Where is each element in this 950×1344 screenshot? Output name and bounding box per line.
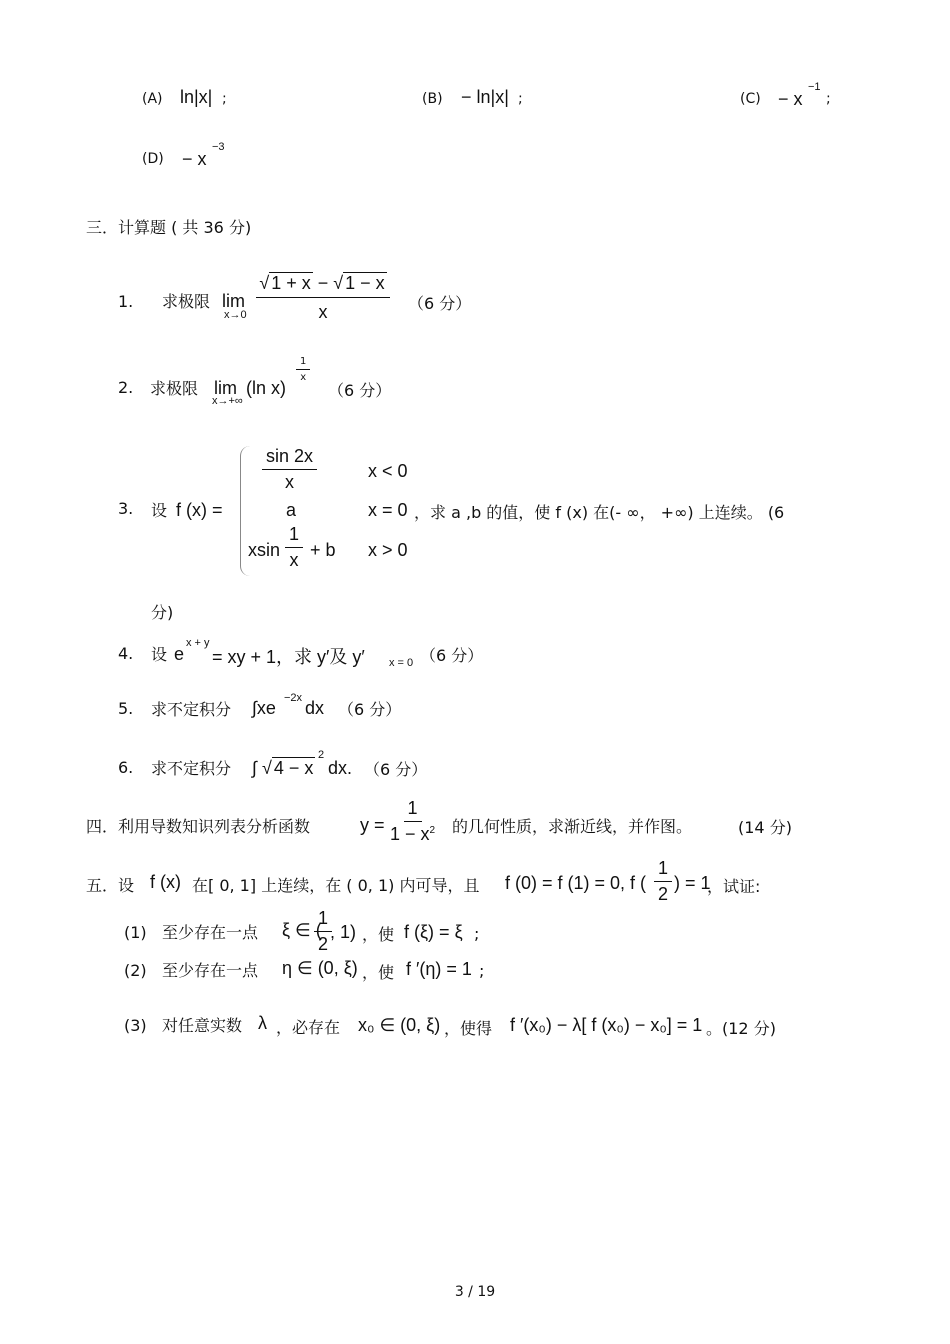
- section-4-score: (14 分): [738, 818, 792, 837]
- q4-e-exponent: x + y: [186, 637, 210, 649]
- part-3-score: 。(12 分): [706, 1019, 776, 1038]
- option-d-exponent: −3: [212, 141, 225, 153]
- q2-lim-sub: x→+∞: [212, 395, 243, 407]
- section-4-fraction: [390, 798, 435, 845]
- part-3-mid: ，必存在: [276, 1018, 341, 1037]
- q4-number: 4.: [118, 644, 134, 663]
- section-4-y: y =: [360, 815, 385, 835]
- section-5-cond: f (0) = f (1) = 0, f (: [505, 873, 647, 893]
- section-5-cond-end: ) = 1: [674, 873, 711, 893]
- q5-text: 求不定积分: [151, 700, 232, 719]
- q1-text: 求极限: [162, 292, 211, 311]
- q2-exp-den: x: [300, 372, 307, 383]
- option-c-exponent: −1: [808, 81, 821, 93]
- section-4-text: 四．利用导数知识列表分析函数: [86, 817, 311, 836]
- part-2-eq: f ′(η) = 1: [406, 959, 472, 979]
- q6-score: （6 分）: [364, 760, 428, 779]
- q6-radicand: 4 − x: [273, 758, 314, 778]
- section-5-intro: 五．设: [86, 876, 135, 895]
- q2-exponent: [296, 356, 310, 383]
- q4-eval-sub: x = 0: [389, 657, 414, 669]
- q5-number: 5.: [118, 699, 134, 718]
- section-5-intro-b: 在[ 0, 1] 上连续，在 ( 0, 1) 内可导，且: [192, 876, 480, 895]
- q6-number: 6.: [118, 758, 134, 777]
- q2-exp-num: 1: [296, 356, 310, 370]
- q5-expr-a: ∫xe: [252, 698, 276, 718]
- q1-denominator: x: [318, 302, 328, 322]
- section-4-tail: 的几何性质，求渐近线，并作图。: [452, 817, 693, 836]
- part-1-text: 至少存在一点: [162, 923, 259, 942]
- part-3-eq: f ′(x₀) − λ[ f (x₀) − x₀] = 1: [510, 1015, 703, 1035]
- q2-lim: lim: [214, 378, 237, 398]
- section-4-den-exponent: 2: [429, 825, 436, 836]
- q3-tail: ，求 a ,b 的值，使 f (x) 在(- ∞， +∞) 上连续。 (6: [414, 503, 785, 522]
- section-5-intro-c: ，试证:: [707, 877, 761, 896]
- part-2-text: 至少存在一点: [162, 961, 259, 980]
- section-4-num: 1: [404, 798, 422, 822]
- section-5-half-num: 1: [654, 858, 672, 882]
- q1-numer-minus: −: [317, 273, 329, 293]
- option-c-expr: − x: [778, 89, 803, 109]
- part-2-mid: ，使: [362, 963, 395, 982]
- q3-row1-cond: x < 0: [368, 461, 408, 481]
- q6-radicand-exponent: 2: [318, 749, 325, 761]
- q5-expr-b: dx: [305, 698, 325, 718]
- q3-row3-cond: x > 0: [368, 540, 408, 560]
- section-3-heading: 三．计算题 ( 共 36 分): [86, 218, 252, 237]
- part-3-x0: x₀ ∈ (0, ξ): [358, 1015, 441, 1035]
- q4-score: （6 分）: [420, 646, 484, 665]
- q4-equation: = xy + 1，求 y′及 y′: [212, 647, 365, 667]
- q3-r3-den: x: [289, 550, 299, 570]
- section-5-half-den: 2: [658, 884, 669, 904]
- option-c-end: ;: [826, 91, 831, 107]
- q6-radical: √ 4 − x: [262, 758, 314, 778]
- option-b-end: ;: [518, 91, 523, 107]
- q2-score: （6 分）: [328, 381, 392, 400]
- section-5-half: [654, 858, 672, 905]
- part-3-lambda: λ: [258, 1013, 267, 1033]
- q3-text: 设: [151, 501, 168, 520]
- part-1-mid: ，使: [362, 925, 395, 944]
- option-a-expr: ln|x|: [180, 87, 213, 107]
- q1-fraction: √ 1 + x − √ 1 − x x: [256, 273, 390, 323]
- q1-numer-b: 1 − x: [345, 273, 385, 293]
- page-number: 3 / 19: [454, 1284, 496, 1300]
- q1-lim: lim: [222, 291, 245, 311]
- part-3-number: (3): [124, 1016, 147, 1035]
- q5-exponent: −2x: [284, 692, 303, 704]
- option-b-expr: − ln|x|: [461, 87, 509, 107]
- q6-text: 求不定积分: [151, 759, 232, 778]
- q1-numer-a: 1 + x: [271, 273, 311, 293]
- q3-r3-num: 1: [285, 524, 303, 548]
- q2-expr: (ln x): [246, 378, 286, 398]
- option-a-end: ;: [222, 91, 227, 107]
- q3-row3-fraction: [285, 524, 303, 571]
- section-5-fx: f (x): [150, 872, 181, 892]
- part-2-end: ;: [479, 961, 485, 980]
- option-c-label: (C): [740, 91, 761, 107]
- part-1-eq: f (ξ) = ξ: [404, 922, 463, 942]
- q1-score: （6 分）: [408, 294, 472, 313]
- q2-number: 2.: [118, 378, 134, 397]
- q4-e: e: [174, 644, 185, 664]
- option-d-expr: − x: [182, 149, 207, 169]
- part-2-eta: η ∈ (0, ξ): [282, 958, 358, 978]
- q3-tail-wrap: 分): [151, 603, 174, 622]
- part-1-xi-end: , 1): [330, 922, 357, 942]
- option-b-label: (B): [422, 91, 443, 107]
- q3-fx: f (x) =: [176, 500, 223, 520]
- q3-row1-fraction: [262, 446, 317, 493]
- part-1-end: ;: [474, 924, 480, 943]
- part-2-number: (2): [124, 961, 147, 980]
- q2-text: 求极限: [150, 379, 199, 398]
- q4-text: 设: [151, 645, 168, 664]
- part-1-xi: ξ ∈ (: [282, 920, 322, 940]
- q3-row2-cond: x = 0: [368, 500, 408, 520]
- section-4-den: 1 − x: [390, 824, 430, 844]
- part-1-half-num: 1: [314, 908, 332, 932]
- part-1-half-den: 2: [318, 934, 329, 954]
- q5-score: （6 分）: [338, 700, 402, 719]
- q3-row2-value: a: [286, 500, 297, 520]
- q3-r1-num: sin 2x: [262, 446, 317, 470]
- part-1-number: (1): [124, 923, 147, 942]
- part-3-mid2: ，使得: [444, 1019, 493, 1038]
- q3-row3-pre: xsin: [248, 540, 281, 560]
- q6-integral: ∫: [252, 758, 257, 778]
- q3-row3-post: + b: [310, 540, 336, 560]
- option-a-label: (A): [142, 91, 163, 107]
- option-d-label: (D): [142, 151, 164, 167]
- part-3-text: 对任意实数: [162, 1016, 243, 1035]
- q1-number: 1.: [118, 292, 134, 311]
- q1-lim-sub: x→0: [224, 309, 247, 321]
- q6-tail: dx.: [328, 758, 353, 778]
- q3-number: 3.: [118, 499, 134, 518]
- q3-r1-den: x: [285, 472, 295, 492]
